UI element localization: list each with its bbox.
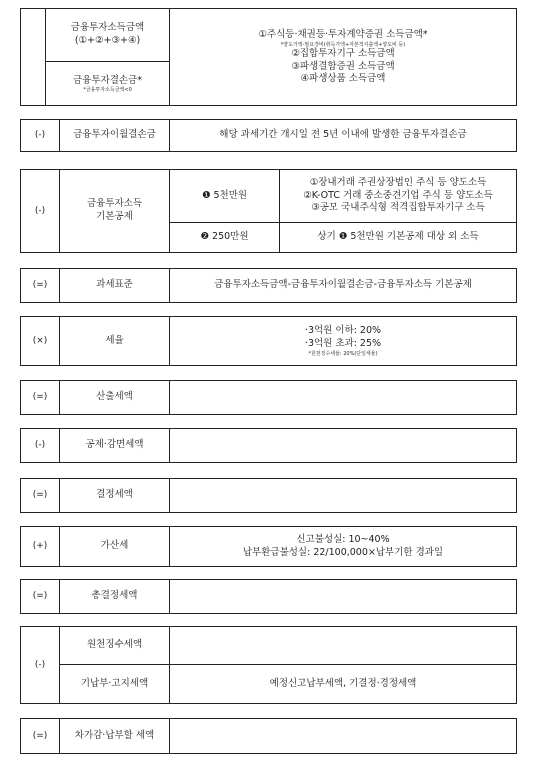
sign-minus: (-) (34, 205, 46, 216)
additional-tax-value-2: 납부환급불성실: 22/100,000×납부기한 경과일 (242, 546, 444, 558)
deduction-2_5m-value: 상기 ❶ 5천만원 기본공제 대상 외 소득 (317, 231, 479, 243)
deduction-50m-label: ❶ 5천만원 (201, 189, 248, 201)
sign-minus: (-) (34, 130, 46, 141)
tax-base-label: 과세표준 (96, 279, 133, 291)
sign-equals: (=) (32, 280, 48, 291)
tax-rate-note: *원천징수세율: 20%(단일세율) (308, 350, 378, 357)
carryforward-loss-value: 해당 과세기간 개시일 전 5년 이내에 발생한 금융투자결손금 (219, 129, 467, 141)
additional-tax-row (20, 526, 517, 567)
income-amount-label (46, 9, 169, 61)
basic-deduction-label-2: 기본공제 (96, 211, 133, 222)
income-amount-label-1: 금융투자소득금액 (70, 22, 145, 34)
tax-rate-label: 세율 (105, 334, 124, 346)
income-block (20, 8, 517, 106)
sign-minus: (-) (34, 659, 46, 670)
sign-equals: (=) (32, 490, 48, 501)
tax-rate-value-1: ·3억원 이하: 20% (304, 325, 382, 337)
deduction-50m-item-1: ①장내거래 주권상장법인 주식 등 양도소득 (309, 176, 487, 188)
sign-multiply: (×) (32, 335, 48, 346)
sign-equals: (=) (32, 591, 48, 602)
total-decided-tax-label: 총결정세액 (91, 590, 138, 602)
decided-tax-row (20, 478, 517, 513)
prepaid-tax-label: 기납부·고지세액 (80, 677, 149, 689)
income-item-1-note: *양도가액-필요경비(취득가액+자본적지출액+양도비 등) (280, 41, 406, 48)
tax-rate-values (170, 317, 516, 365)
investment-loss-note: *금융투자소득금액<0 (83, 87, 132, 94)
sign-equals: (=) (32, 392, 48, 403)
calculated-tax-label: 산출세액 (96, 391, 133, 403)
basic-deduction-label-1: 금융투자소득 (86, 198, 143, 210)
deduction-50m-item-2: ②K-OTC 거래 중소중견기업 주식 등 양도소득 (303, 189, 493, 201)
basic-deduction-label (60, 170, 169, 252)
deduction-50m-items (280, 170, 516, 222)
tax-base-value: 금융투자소득금액-금융투자이월결손금-금융투자소득 기본공제 (214, 279, 472, 291)
tax-credit-label: 공제·감면세액 (85, 439, 144, 451)
sign-plus: (+) (32, 541, 48, 552)
sign-equals: (=) (32, 730, 48, 741)
carryforward-loss-label: 금융투자이월결손금 (73, 129, 156, 141)
income-item-1: ①주식등·채권등·투자계약증권 소득금액* (258, 28, 428, 40)
basic-deduction-row (20, 169, 517, 253)
tax-rate-row (20, 316, 517, 366)
income-item-2: ②집합투자기구 소득금액 (291, 47, 395, 59)
sign-minus: (-) (34, 440, 46, 451)
income-amount-label-2: (①+②+③+④) (74, 35, 141, 46)
tax-rate-value-2: ·3억원 초과: 25% (304, 338, 382, 349)
total-decided-tax-row (20, 579, 517, 614)
tax-base-row (20, 268, 517, 303)
carryforward-loss-row (20, 119, 517, 152)
decided-tax-label: 결정세액 (96, 489, 133, 501)
withholding-tax-label: 원천징수세액 (86, 639, 143, 651)
additional-tax-values (170, 527, 516, 566)
income-item-3: ③파생결합증권 소득금액 (291, 60, 395, 72)
withholding-row (20, 626, 517, 704)
investment-loss-label (46, 62, 169, 106)
income-items (170, 9, 516, 106)
prepaid-tax-value: 예정신고납부세액, 기결정·경정세액 (269, 677, 417, 689)
income-item-4: ④파생상품 소득금액 (300, 73, 386, 85)
additional-tax-label: 가산세 (100, 540, 129, 552)
additional-tax-value-1: 신고불성실: 10~40% (296, 533, 390, 545)
deduction-50m-item-3: ③공모 국내주식형 적격집합투자기구 소득 (311, 202, 485, 214)
deduction-2_5m-label: ❷ 250만원 (200, 231, 249, 243)
calculated-tax-row (20, 380, 517, 415)
tax-credit-row (20, 428, 517, 463)
payable-tax-row (20, 718, 517, 754)
investment-loss-label-text: 금융투자결손금* (73, 74, 142, 86)
payable-tax-label: 차가감·납부할 세액 (74, 729, 155, 741)
